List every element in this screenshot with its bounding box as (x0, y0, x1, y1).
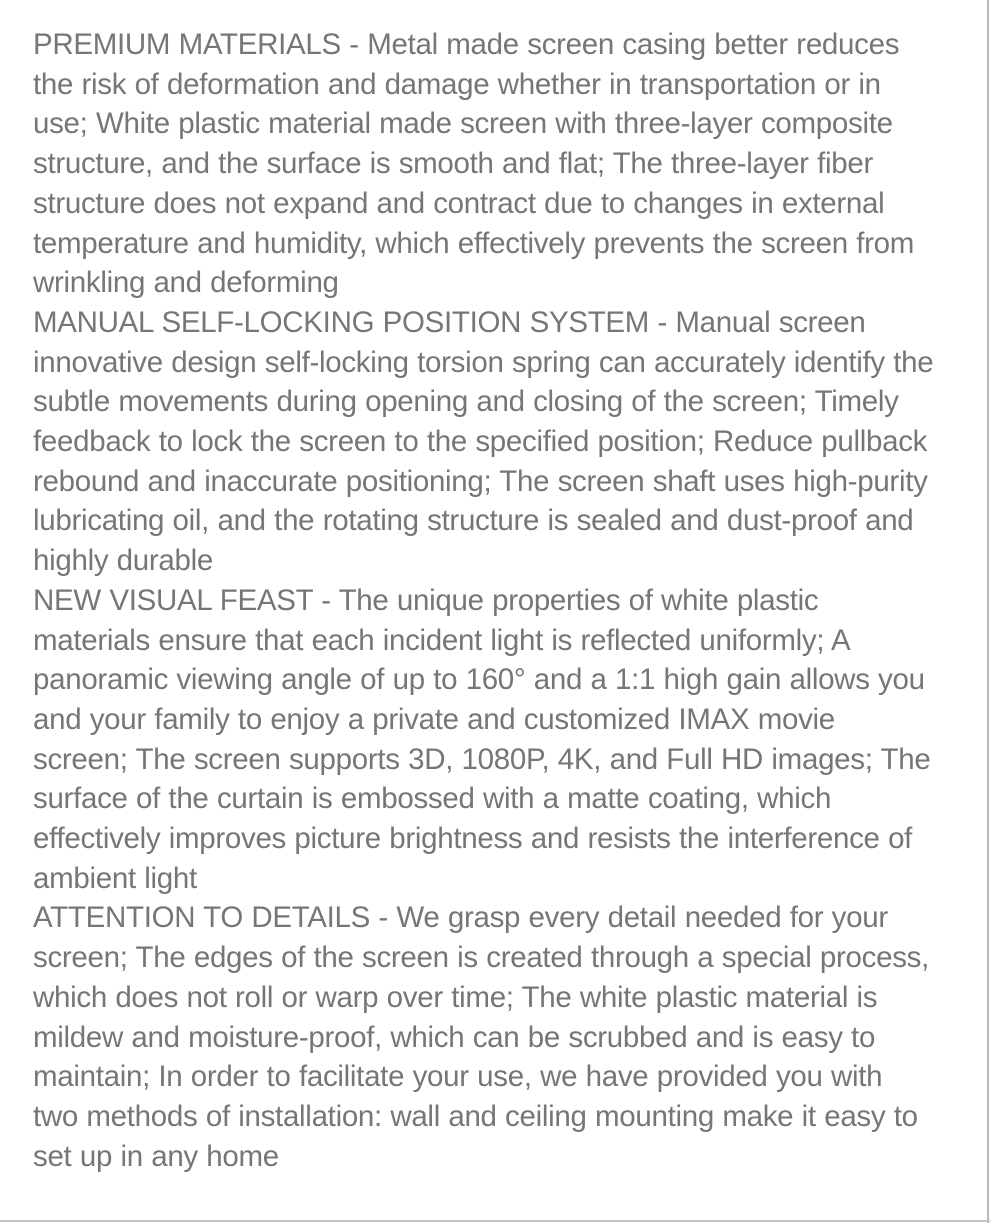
section-divider-line (0, 1220, 990, 1222)
vertical-scrollbar[interactable] (987, 0, 989, 1223)
feature-bullet-attention-to-details: ATTENTION TO DETAILS - We grasp every detail needed for your screen; The edges of the screen is created through a special process, which does not roll or warp over time; The white plastic material is mildew and moisture-proof, which can be scrubbed and is easy to maintain; In order to facilitate your use, we have provided you with two methods of installation: wall and ceiling mounting make it easy to set up in any home (33, 901, 930, 1173)
feature-bullet-new-visual-feast: NEW VISUAL FEAST - The unique properties of white plastic materials ensure that each incident light is reflected uniformly; A panoramic viewing angle of up to 160° and a 1:1 high gain allows you and your family to enjoy a private and customized IMAX movie screen; The screen supports 3D, 1080P, 4K, and Full HD images; The surface of the curtain is embossed with a matte coating, which effectively improves picture brightness and resists the interference of ambient light (33, 583, 931, 895)
feature-bullet-manual-self-locking-position-system: MANUAL SELF-LOCKING POSITION SYSTEM - Manual screen innovative design self-locking torsion spring can accurately identify the subtle movements during opening and closing of the screen; Timely feedback to lock the screen to the specified position; Reduce pullback rebound and inaccurate positioning; The screen shaft uses high-purity lubricating oil, and the rotating structure is sealed and dust-proof and highly durable (33, 305, 934, 578)
feature-bullet-premium-materials: PREMIUM MATERIALS - Metal made screen casing better reduces the risk of deformation and damage whether in transportation or in use; White plastic material made screen with three-layer composite structure, and the surface is smooth and flat; The three-layer fiber structure does not expand and contract due to changes in external temperature and humidity, which effectively prevents the screen from wrinkling and deforming (33, 28, 915, 300)
